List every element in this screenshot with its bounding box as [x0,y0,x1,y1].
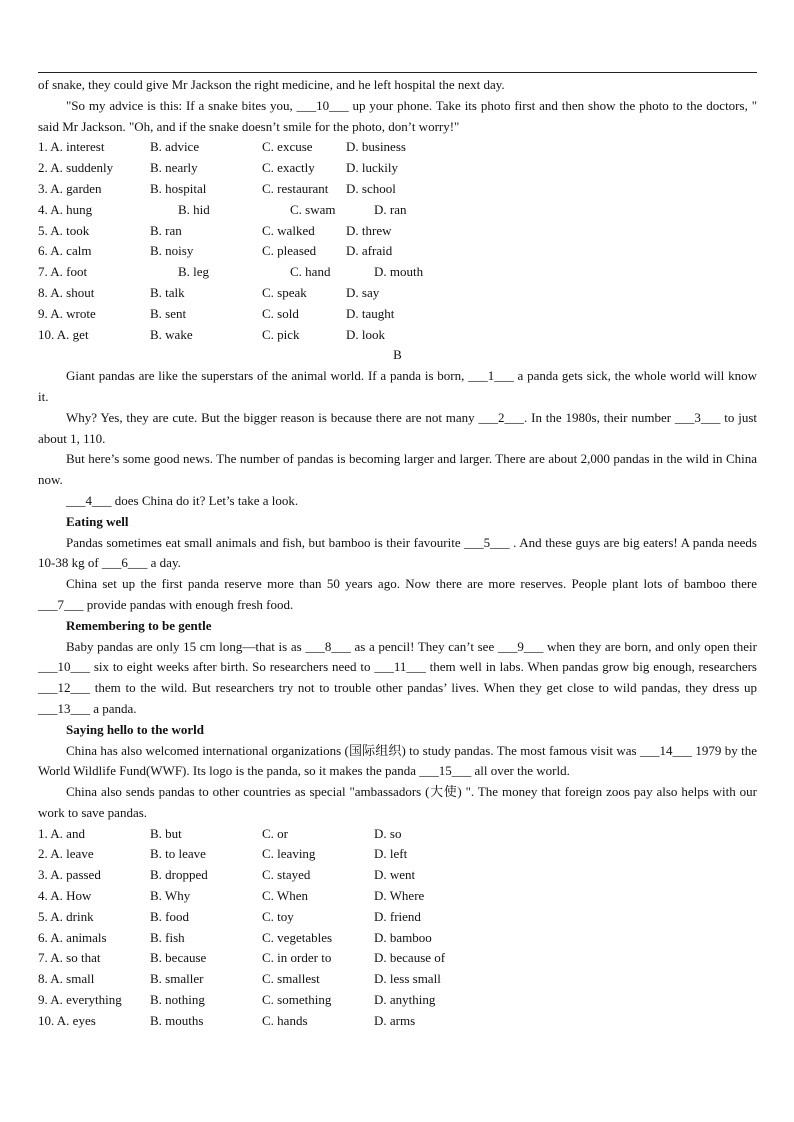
option-b: B. wake [150,326,193,342]
option-a: 5. A. drink [38,908,94,924]
option-d: D. afraid [346,243,393,259]
passage-b-paragraph: Why? Yes, they are cute. But the bigger reason is because there are not many ___2___. In the 1980s, their number ___3___ to just about 1, 110. [38,409,757,446]
option-b: B. food [150,908,189,924]
option-a: 9. A. everything [38,992,122,1008]
option-d: D. Where [374,888,425,904]
option-a: 8. A. small [38,971,95,987]
option-a: 6. A. calm [38,243,92,259]
option-c: C. swam [290,201,336,217]
option-a: 10. A. get [38,326,89,342]
option-b: B. because [150,950,207,966]
document-page [38,0,757,1122]
section-b-options [38,824,757,1032]
option-a: 4. A. How [38,888,92,904]
option-c: C. in order to [262,950,332,966]
option-c: C. pick [262,326,300,342]
section-heading-remembering: Remembering to be gentle [66,617,212,633]
option-c: C. excuse [262,139,313,155]
option-d: D. bamboo [374,929,432,945]
option-b: B. ran [150,222,182,238]
section-heading-eating-well: Eating well [66,513,129,529]
option-d: D. friend [374,908,421,924]
option-a: 8. A. shout [38,284,95,300]
option-b: B. hospital [150,180,207,196]
option-d: D. anything [374,992,436,1008]
option-c: C. hand [290,264,331,280]
option-c: C. smallest [262,971,320,987]
option-a: 3. A. garden [38,180,102,196]
option-b: B. nothing [150,992,205,1008]
option-a: 7. A. so that [38,950,101,966]
option-c: C. hands [262,1012,308,1028]
option-a: 7. A. foot [38,264,88,280]
option-b: B. hid [178,201,210,217]
option-row [38,928,757,949]
option-c: C. something [262,992,332,1008]
section-a-options [38,137,757,345]
passage-b-paragraph: Giant pandas are like the superstars of the animal world. If a panda is born, ___1___ a panda gets sick, the whole world will know it. [38,368,757,404]
option-b: B. mouths [150,1012,204,1028]
option-row [38,969,757,990]
option-a: 2. A. suddenly [38,160,114,176]
option-row [38,990,757,1011]
option-row [38,304,757,325]
option-a: 1. A. interest [38,139,105,155]
option-d: D. arms [374,1012,416,1028]
option-row [38,283,757,304]
option-row [38,200,757,221]
section-heading-saying-hello: Saying hello to the world [66,721,204,737]
option-d: D. ran [374,201,407,217]
option-d: D. taught [346,305,395,321]
option-c: C. toy [262,908,294,924]
option-row [38,907,757,928]
option-row [38,179,757,200]
option-a: 3. A. passed [38,867,101,883]
option-a: 10. A. eyes [38,1012,96,1028]
option-b: B. but [150,825,182,841]
option-a: 1. A. and [38,825,85,841]
option-d: D. so [374,825,402,841]
passage-b-paragraph: China set up the first panda reserve more than 50 years ago. Now there are more reserves. People plant lots of bamboo there ___7___ provide pandas with enough fresh food. [38,576,757,612]
option-d: D. mouth [374,264,424,280]
option-a: 6. A. animals [38,929,107,945]
option-a: 2. A. leave [38,846,94,862]
option-d: D. less small [374,971,441,987]
passage-b-paragraph: But here’s some good news. The number of pandas is becoming larger and larger. There are about 2,000 pandas in the wild in China now. [38,451,757,488]
option-row [38,886,757,907]
section-b-label: B [393,347,402,363]
option-row [38,325,757,346]
option-row [38,1011,757,1032]
option-b: B. leg [178,264,210,280]
option-d: D. luckily [346,160,398,176]
option-d: D. school [346,180,396,196]
option-b: B. advice [150,139,200,155]
option-b: B. nearly [150,160,198,176]
option-row [38,241,757,262]
option-d: D. business [346,139,406,155]
option-c: C. leaving [262,846,316,862]
option-c: C. exactly [262,160,315,176]
option-a: 9. A. wrote [38,305,96,321]
option-d: D. threw [346,222,392,238]
option-a: 5. A. took [38,222,90,238]
option-b: B. sent [150,305,187,321]
passage-a-paragraph: "So my advice is this: If a snake bites you, ___10___ up your phone. Take its photo first and then show the photo to the doctors, " said Mr Jackson. "Oh, and if the snake doesn’t smile for the photo, don’t worry!" [38,97,757,134]
option-c: C. vegetables [262,929,333,945]
option-c: C. When [262,888,308,904]
option-row [38,865,757,886]
option-b: B. fish [150,929,185,945]
option-row [38,221,757,242]
page-content [38,75,757,1032]
option-row [38,824,757,845]
option-d: D. went [374,867,416,883]
passage-b-paragraph: China also sends pandas to other countries as special "ambassadors (大使) ". The money that foreign zoos pay also helps with our work to save pandas. [38,784,757,820]
option-c: C. speak [262,284,307,300]
passage-b-paragraph: ___4___ does China do it? Let’s take a look. [66,492,299,508]
passage-b-paragraph: China has also welcomed international organizations (国际组织) to study pandas. The most famous visit was ___14___ 1979 by the World Wildlife Fund(WWF). Its logo is the panda, so it makes the panda ___15___ all over the world. [38,742,757,779]
option-d: D. left [374,846,408,862]
header-rule [38,72,757,73]
option-b: B. smaller [150,971,204,987]
option-b: B. talk [150,284,185,300]
option-row [38,137,757,158]
option-c: C. stayed [262,867,311,883]
passage-b-paragraph: Pandas sometimes eat small animals and fish, but bamboo is their favourite ___5___ . And these guys are big eaters! A panda needs 10-38 kg of ___6___ a day. [38,534,757,571]
option-row [38,844,757,865]
option-c: C. sold [262,305,299,321]
option-c: C. pleased [262,243,317,259]
passage-a-line: of snake, they could give Mr Jackson the right medicine, and he left hospital the next day. [38,77,505,92]
option-b: B. Why [150,888,191,904]
option-c: C. restaurant [262,180,329,196]
option-d: D. look [346,326,385,342]
option-b: B. noisy [150,243,194,259]
option-c: C. walked [262,222,315,238]
option-c: C. or [262,825,288,841]
option-row [38,948,757,969]
option-b: B. dropped [150,867,208,883]
option-b: B. to leave [150,846,206,862]
option-d: D. because of [374,950,446,966]
option-a: 4. A. hung [38,201,93,217]
option-row [38,262,757,283]
option-d: D. say [346,284,380,300]
passage-b-paragraph: Baby pandas are only 15 cm long—that is as ___8___ as a pencil! They can’t see ___9___ when they are born, and only open their ___10___ six to eight weeks after birth. So researchers need to ___11___ them well in labs. When pandas grow big enough, researchers ___12___ them to the wild. But researchers try not to trouble other pandas’ lives. When they get close to wild pandas, they dress up ___13___ a panda. [38,638,757,716]
option-row [38,158,757,179]
